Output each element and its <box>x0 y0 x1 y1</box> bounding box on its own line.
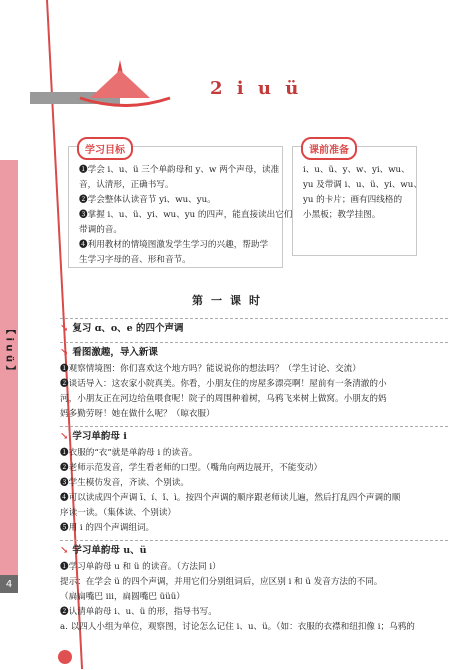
prep-line: yu 及带调 i、u、ü、yi、wu、 <box>303 180 422 190</box>
block-heading-text: 学习单韵母 u、ü <box>72 545 147 556</box>
content-line: ❸学生模仿发音，齐读、个别读。 <box>60 478 189 488</box>
block-heading-text: 复习 ɑ、o、e 的四个声调 <box>72 323 184 334</box>
arrow-icon: ↘ <box>60 347 69 358</box>
goal-line: ❸掌握 i、u、ü、yi、wu、yu 的四声，能直接读出它们 <box>79 210 293 220</box>
content-line: （扁扁嘴巴 iii，扁圆嘴巴 üüü） <box>60 592 185 602</box>
content-line: ❷谈话导入：这农家小院真美。你看，小朋友住的房屋多漂亮啊！屋前有一条清澈的小 <box>60 379 387 389</box>
decorative-circle <box>58 650 72 664</box>
goal-line: 音，认清形，正确书写。 <box>79 180 174 190</box>
block-heading <box>60 540 448 560</box>
block-heading <box>60 318 448 338</box>
lesson-title: 2 i u ü <box>210 78 303 99</box>
section-title: 第一课时 <box>192 294 268 307</box>
prep-line: i、u、ü、y、w、yi、wu、 <box>303 165 410 175</box>
block-heading <box>60 426 448 446</box>
content-line: ❹可以读成四个声调 ī、í、ǐ、ì。按四个声调的顺序跟老师读儿遍，然后打乱四个声调的顺 <box>60 493 401 503</box>
arrow-icon: ↘ <box>60 545 69 556</box>
block-heading-text: 看图激趣，导入新课 <box>72 347 158 358</box>
content-line: ❶学习单韵母 u 和 ü 的读音。（方法同 i） <box>60 562 221 572</box>
content-line: 河，小朋友正在河边给鱼喂食呢！院子的周围种着树，乌鸦飞来树上做窝。小朋友的妈 <box>60 394 387 404</box>
page-number: 4 <box>0 575 18 593</box>
goal-line: ❹利用教材的情境图激发学生学习的兴趣，帮助学 <box>79 240 269 250</box>
goal-line: ❶学会 i、u、ü 三个单韵母和 y、w 两个声母，读准 <box>79 165 280 175</box>
block-heading <box>60 342 448 362</box>
prep-line: yu 的卡片；画有四线格的 <box>303 195 403 205</box>
class-prep-tag: 课前准备 <box>301 137 357 160</box>
lesson-content <box>60 314 448 635</box>
goal-line: 生学习字母的音、形和音节。 <box>79 255 191 265</box>
content-line: ❶观察情境图：你们喜欢这个地方吗？能说说你的想法吗？（学生讨论、交流） <box>60 364 361 374</box>
learning-goals-tag: 学习目标 <box>77 137 133 160</box>
content-line: ❷认清单韵母 i、u、ü 的形，指导书写。 <box>60 607 217 617</box>
goal-line: ❷学会整体认读音节 yi、wu、yu。 <box>79 195 216 205</box>
arrow-icon: ↘ <box>60 323 69 334</box>
content-line: 提示：在学会 ü 的四个声调，并用它们分别组词后，应区别 i 和 ü 发音方法的不同。 <box>60 577 383 587</box>
sail-logo-icon <box>70 58 180 108</box>
content-line: 序读一读。（集体读、个别读） <box>60 508 177 518</box>
content-line: 妈多勤劳呀！她在做什么呢？（晾衣服） <box>60 409 215 419</box>
prep-line: 小黑板；教学挂图。 <box>303 210 381 220</box>
class-prep-panel <box>292 145 422 256</box>
content-line: a. 以四人小组为单位，观察图，讨论怎么记住 i、u、ü。（如：衣服的衣襟和纽扣像 i；乌鸦的 <box>60 622 415 632</box>
content-line: ❺用 i 的四个声调组词。 <box>60 523 155 533</box>
content-line: ❷老师示范发音，学生看老师的口型。（嘴角向两边展开，不能变动） <box>60 463 323 473</box>
arrow-icon: ↘ <box>60 431 69 442</box>
side-chapter-label: 【 i u ü 】 <box>3 324 15 376</box>
block-heading-text: 学习单韵母 i <box>72 431 127 442</box>
content-line: ❶衣服的“衣”就是单韵母 i 的读音。 <box>60 448 198 458</box>
learning-goals-panel <box>68 145 293 268</box>
goal-line: 带调的音。 <box>79 225 122 235</box>
